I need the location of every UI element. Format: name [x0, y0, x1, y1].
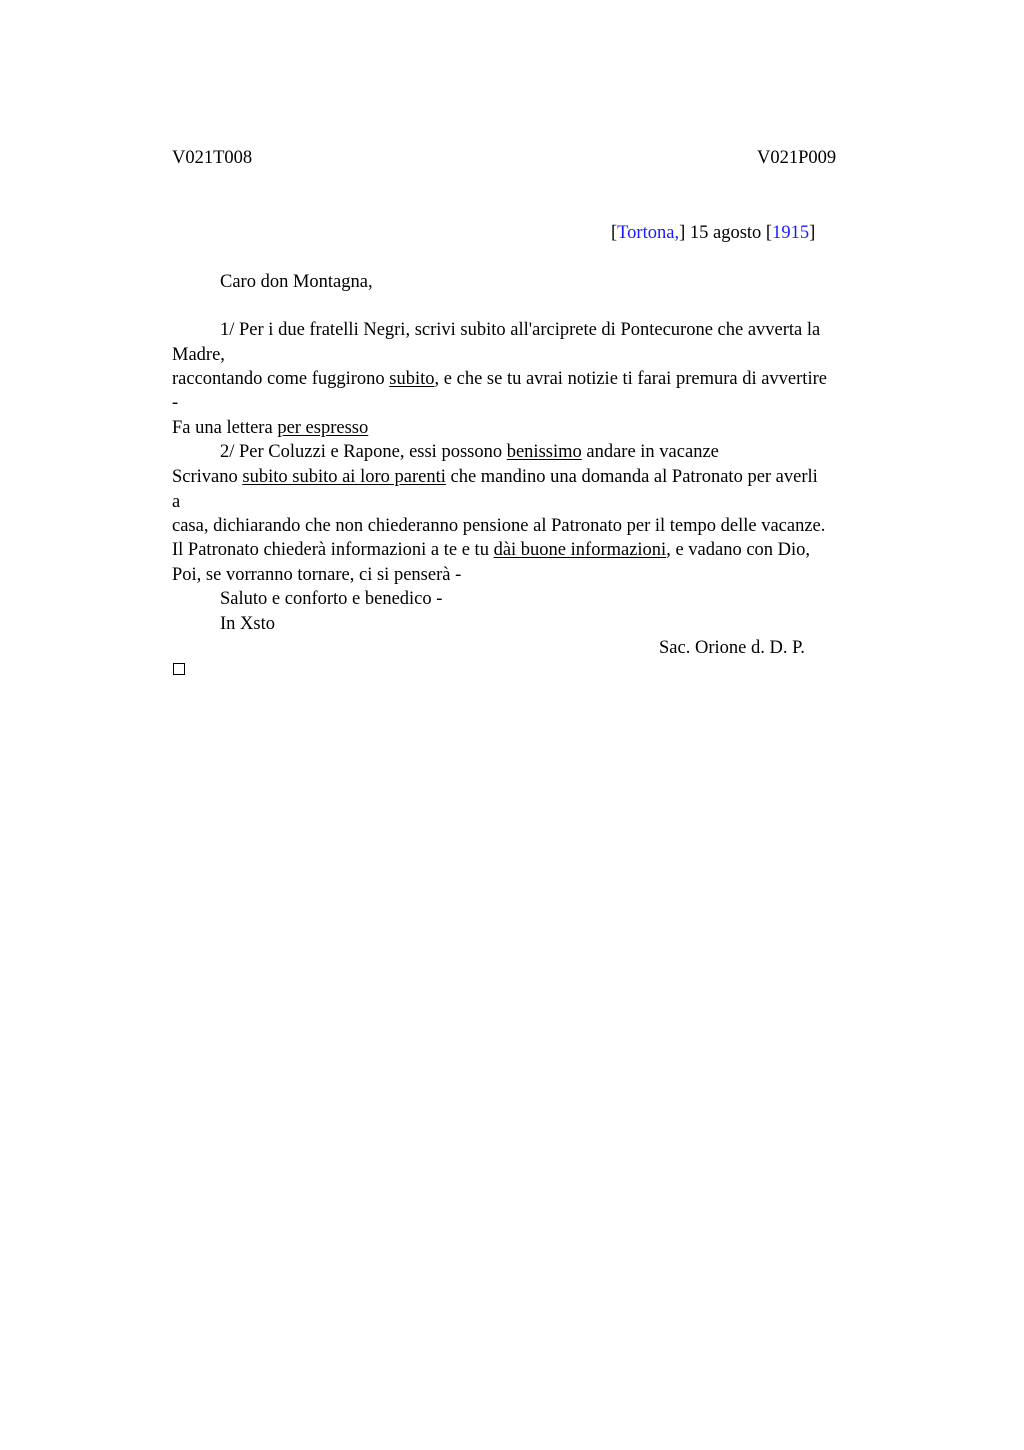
- text-segment: , e vadano con Dio,: [666, 540, 811, 560]
- text-segment: raccontando come fuggirono: [172, 369, 390, 389]
- dateline-open-bracket: [: [611, 223, 618, 243]
- underlined-text: subito subito ai loro parenti: [242, 467, 446, 487]
- paragraph-2-line-3: a: [172, 492, 181, 512]
- paragraph-1-line-5: [172, 416, 368, 440]
- signature: Sac. Orione d. D. P.: [659, 638, 805, 658]
- text-segment: 2/ Per Coluzzi e Rapone, essi possono: [220, 442, 507, 462]
- paragraph-2-line-5: [172, 538, 810, 562]
- dateline-year: 1915: [772, 223, 810, 243]
- closing-greeting: Saluto e conforto e benedico -: [220, 589, 443, 609]
- underlined-text: per espresso: [277, 418, 369, 438]
- closing-in-xsto: In Xsto: [220, 614, 275, 634]
- paragraph-2-line-6: Poi, se vorranno tornare, ci si penserà -: [172, 565, 462, 585]
- salutation: Caro don Montagna,: [220, 272, 373, 292]
- header-right-code: V021P009: [757, 148, 837, 168]
- paragraph-1-line-4: -: [172, 393, 179, 413]
- underlined-text: benissimo: [506, 442, 582, 462]
- underlined-text: dài buone informazioni: [493, 540, 667, 560]
- dateline: [611, 221, 815, 245]
- text-segment: andare in vacanze: [581, 442, 719, 462]
- paragraph-2-line-1: [220, 440, 719, 464]
- text-segment: Fa una lettera: [172, 418, 278, 438]
- text-segment: Il Patronato chiederà informazioni a te e tu: [172, 540, 494, 560]
- empty-box-icon: [173, 663, 185, 675]
- paragraph-2-line-4: casa, dichiarando che non chiederanno pensione al Patronato per il tempo delle vacanze.: [172, 516, 826, 536]
- dateline-close-bracket: ]: [809, 223, 816, 243]
- underlined-text: subito: [389, 369, 435, 389]
- text-segment: , e che se tu avrai notizie ti farai premura di avvertire: [434, 369, 827, 389]
- paragraph-1-line-2: Madre,: [172, 345, 225, 365]
- text-segment: che mandino una domanda al Patronato per averli: [445, 467, 818, 487]
- text-segment: Scrivano: [172, 467, 243, 487]
- paragraph-1-line-1: 1/ Per i due fratelli Negri, scrivi subito all'arciprete di Pontecurone che avverta la: [220, 320, 821, 340]
- paragraph-1-line-3: [172, 367, 827, 391]
- dateline-place: Tortona,: [617, 223, 680, 243]
- header-left-code: V021T008: [172, 148, 253, 168]
- paragraph-2-line-2: [172, 465, 818, 489]
- dateline-date: ] 15 agosto [: [679, 223, 773, 243]
